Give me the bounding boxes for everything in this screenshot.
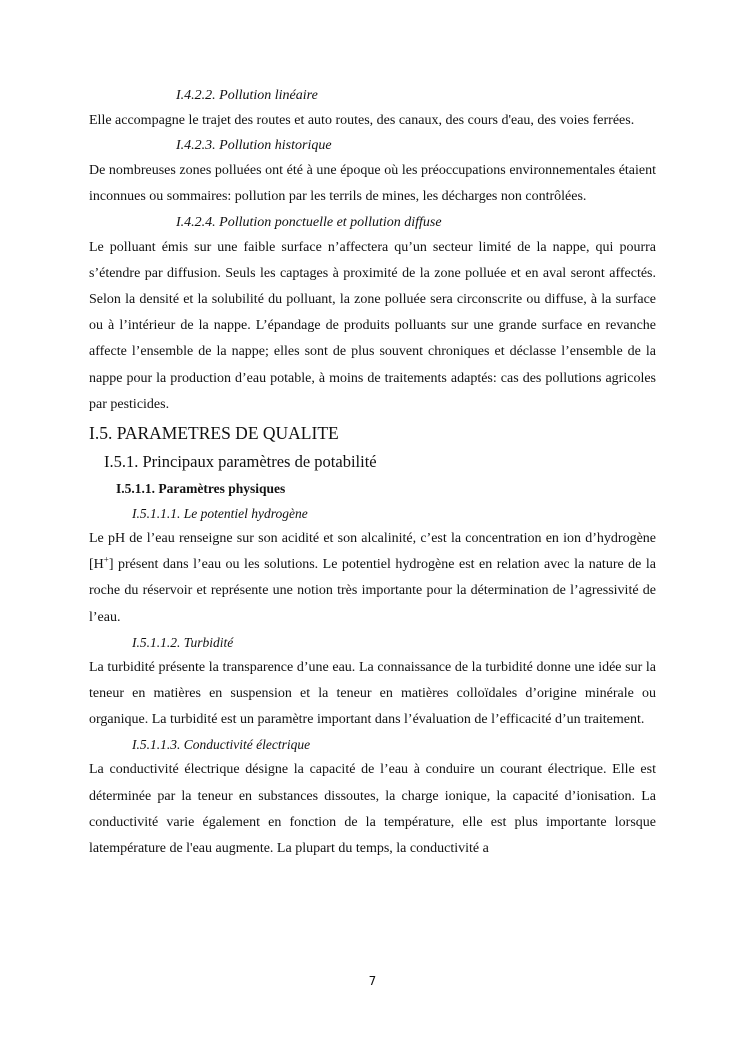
section-heading-pollution-lineaire: I.4.2.2. Pollution linéaire bbox=[176, 88, 318, 103]
section-heading-parametres-potabilite: I.5.1. Principaux paramètres de potabilité bbox=[104, 452, 377, 472]
paragraph-turbidite: La turbidité présente la transparence d’une eau. La connaissance de la turbidité donne une idée sur la teneur en matières en suspension et la teneur en matières colloïdales d’origine minérale ou organique. La turbidité est un paramètre important dans l’évaluation de l’efficacité d’un traitement. bbox=[89, 659, 656, 728]
ph-superscript: + bbox=[103, 554, 109, 565]
section-heading-pollution-ponctuelle: I.4.2.4. Pollution ponctuelle et pollution diffuse bbox=[176, 214, 442, 230]
chapter-heading-parametres-qualite: I.5. PARAMETRES DE QUALITE bbox=[89, 423, 339, 444]
ph-text-part-1: Le pH de l’eau renseigne sur son acidité et son alcalinité, c’est la concentration en ion d’hydrogène [H bbox=[89, 531, 656, 573]
paragraph-potentiel-hydrogene bbox=[89, 526, 656, 631]
subsection-heading-parametres-physiques: I.5.1.1. Paramètres physiques bbox=[116, 481, 286, 497]
ph-text-part-2: ] présent dans l’eau ou les solutions. Le potentiel hydrogène est en relation avec la nature de la roche du réservoir et représente une notion très importante pour la détermination de l’agressivité de l’eau. bbox=[89, 557, 656, 625]
page-number: 7 bbox=[368, 974, 377, 988]
heading-conductivite: I.5.1.1.3. Conductivité électrique bbox=[132, 737, 311, 753]
heading-potentiel-hydrogene: I.5.1.1.1. Le potentiel hydrogène bbox=[132, 506, 308, 522]
paragraph-pollution-ponctuelle: Le polluant émis sur une faible surface n’affectera qu’un secteur limité de la nappe, qui pourra s’étendre par diffusion. Seuls les captages à proximité de la zone polluée et en aval seront affectés. Selon la densité et la solubilité du polluant, la zone polluée sera circonscrite ou diffuse, à la surface ou à l’intérieur de la nappe. L’épandage de produits polluants sur une grande surface en revanche affecte l’ensemble de la nappe; elles sont de plus souvent chroniques et déclasse l’ensemble de la nappe pour la production d’eau potable, à moins de traitements adaptés: cas des pollutions agricoles par pesticides. bbox=[89, 239, 656, 412]
heading-turbidite: I.5.1.1.2. Turbidité bbox=[132, 634, 234, 650]
section-heading-pollution-historique: I.4.2.3. Pollution historique bbox=[176, 138, 332, 154]
paragraph-conductivite: La conductivité électrique désigne la capacité de l’eau à conduire un courant électrique. Elle est déterminée par la teneur en substances dissoutes, la charge ionique, la capacité d’ionisation. La conductivité varie également en fonction de la température, elle est plus importante lorsque latempérature de l'eau augmente. La plupart du temps, la conductivité a bbox=[89, 762, 656, 857]
paragraph-pollution-lineaire: Elle accompagne le trajet des routes et auto routes, des canaux, des cours d'eau, des voies ferrées. bbox=[89, 113, 635, 128]
paragraph-pollution-historique: De nombreuses zones polluées ont été à une époque où les préoccupations environnementales étaient inconnues ou sommaires: pollution par les terrils de mines, les décharges non contrôlées. bbox=[89, 163, 656, 205]
